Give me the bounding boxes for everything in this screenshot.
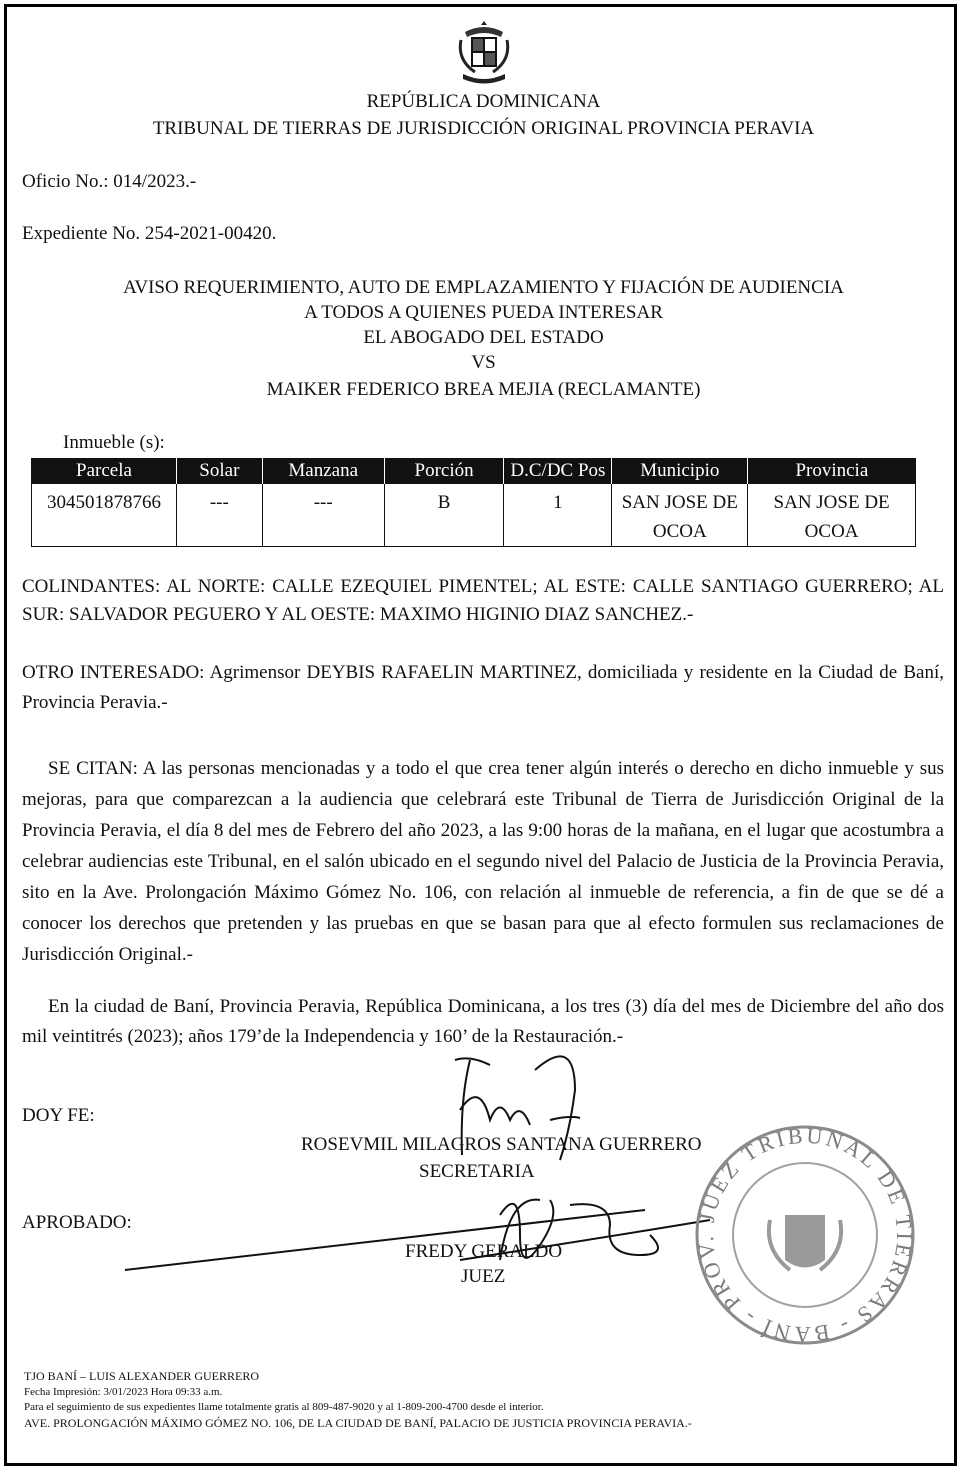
country-heading: REPÚBLICA DOMINICANA xyxy=(366,91,601,112)
ciudad-paragraph: En la ciudad de Baní, Provincia Peravia, República Dominicana, a los tres (3) día del mes de Diciembre del año dos mil veintitrés (2023); años 179’de la Independencia y 160’ de la Restauración.- xyxy=(22,996,944,1047)
inmueble-table xyxy=(31,458,916,547)
secretary-name: ROSEVMIL MILAGROS SANTANA GUERRERO xyxy=(301,1134,702,1155)
versus: VS xyxy=(471,352,496,373)
judge-title: JUEZ xyxy=(461,1266,506,1287)
cell-provincia: SAN JOSE DE OCOA xyxy=(748,484,916,547)
col-dc: D.C/DC Pos xyxy=(504,458,612,484)
cell-municipio: SAN JOSE DE OCOA xyxy=(612,484,748,547)
court-heading: TRIBUNAL DE TIERRAS DE JURISDICCIÓN ORIGINAL PROVINCIA PERAVIA xyxy=(152,118,815,139)
cell-solar: --- xyxy=(176,484,262,547)
se-citan-paragraph: SE CITAN: A las personas mencionadas y a todo el que crea tener algún interés o derecho en dicho inmueble y sus mejoras, para que comparezcan a la audiencia que celebrará este Tribunal de Tierra de Jurisdicción Original de la Provincia Peravia, el día 8 del mes de Febrero del año 2023, a las 9:00 horas de la mañana, en el lugar que acostumbra a celebrar audiencias este Tribunal, en el salón ubicado en el segundo nivel del Palacio de Justicia de la Provincia Peravia, sito en la Ave. Prolongación Máximo Gómez No. 106, con relación al inmueble de referencia, a fin de que se dé a conocer los derechos que pretenden y las pruebas en que se basan para que al efecto formulen sus reclamaciones de Jurisdicción Original.- xyxy=(22,758,944,965)
cell-manzana: --- xyxy=(262,484,384,547)
table-row xyxy=(32,484,916,547)
table-header-row xyxy=(32,458,916,484)
otro-interesado-paragraph: OTRO INTERESADO: Agrimensor DEYBIS RAFAELIN MARTINEZ, domiciliada y residente en la Ciudad de Baní, Provincia Peravia.- xyxy=(22,662,944,713)
doy-fe-label: DOY FE: xyxy=(22,1105,95,1126)
col-provincia: Provincia xyxy=(748,458,916,484)
defendant: MAIKER FEDERICO BREA MEJIA (RECLAMANTE) xyxy=(266,379,701,400)
col-parcela: Parcela xyxy=(32,458,177,484)
notice-title: AVISO REQUERIMIENTO, AUTO DE EMPLAZAMIENTO Y FIJACIÓN DE AUDIENCIA xyxy=(123,277,844,298)
footer-author: TJO BANÍ – LUIS ALEXANDER GUERRERO xyxy=(24,1369,259,1383)
secretary-title: SECRETARIA xyxy=(419,1161,535,1182)
cell-dc: 1 xyxy=(504,484,612,547)
notice-audience: A TODOS A QUIENES PUEDA INTERESAR xyxy=(304,302,663,323)
aprobado-text: APROBADO: xyxy=(22,1212,132,1233)
col-manzana: Manzana xyxy=(262,458,384,484)
colindantes-paragraph: COLINDANTES: AL NORTE: CALLE EZEQUIEL PIMENTEL; AL ESTE: CALLE SANTIAGO GUERRERO; AL SUR: SALVADOR PEGUERO Y AL OESTE: MAXIMO HIGINIO DIAZ SANCHEZ.- xyxy=(22,576,944,625)
col-solar: Solar xyxy=(176,458,262,484)
court-stamp xyxy=(690,1120,920,1350)
stamp-text: JUEZ TRIBUNAL DE TIERRAS - BANÍ - PROV. xyxy=(692,1122,918,1348)
footer-phone-info: Para el seguimiento de sus expedientes llame totalmente gratis al 809-487-9020 y al 1-809-200-4700 desde el interior. xyxy=(24,1401,544,1413)
plaintiff: EL ABOGADO DEL ESTADO xyxy=(363,327,604,348)
oficio-number: Oficio No.: 014/2023.- xyxy=(22,171,197,192)
cell-parcela: 304501878766 xyxy=(32,484,177,547)
judge-name: FREDY GERALDO xyxy=(405,1241,563,1262)
inmueble-label: Inmueble (s): xyxy=(63,432,165,453)
footer-address: AVE. PROLONGACIÓN MÁXIMO GÓMEZ NO. 106, DE LA CIUDAD DE BANÍ, PALACIO DE JUSTICIA PROVINCIA PERAVIA.- xyxy=(24,1416,692,1430)
col-porcion: Porción xyxy=(384,458,504,484)
coat-of-arms-icon xyxy=(453,18,515,88)
cell-porcion: B xyxy=(384,484,504,547)
footer-print-date: Fecha Impresión: 3/01/2023 Hora 09:33 a.m. xyxy=(24,1386,223,1398)
expediente-number: Expediente No. 254-2021-00420. xyxy=(22,223,277,244)
col-municipio: Municipio xyxy=(612,458,748,484)
